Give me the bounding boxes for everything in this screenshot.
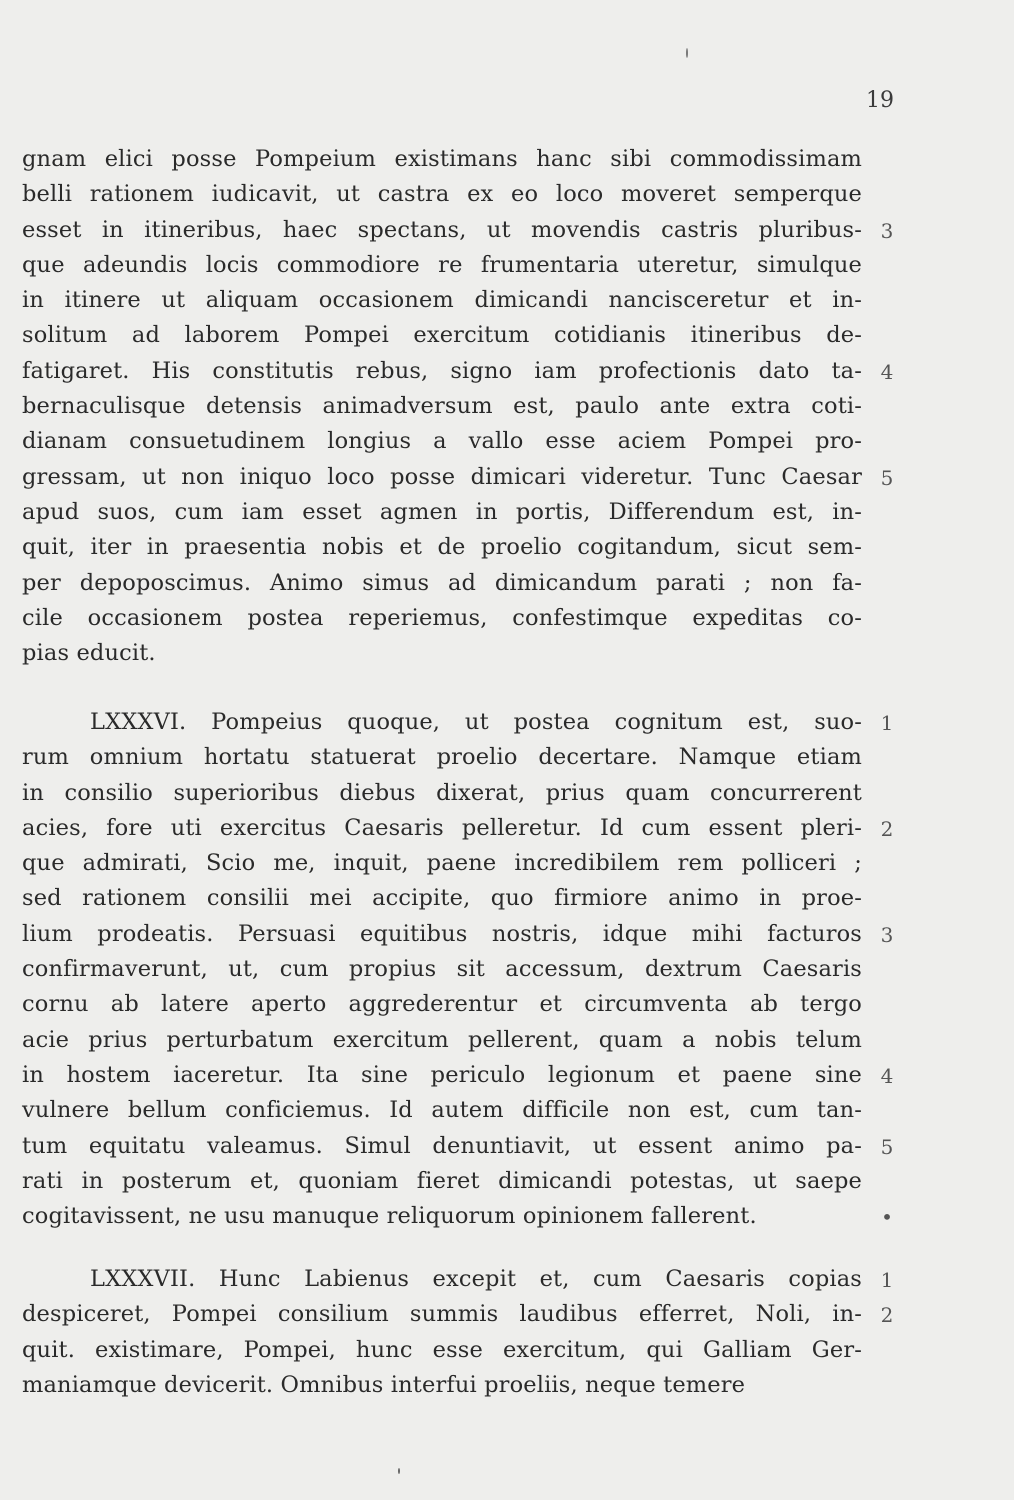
- text-line: in itinere ut aliquam occasionem dimicandi nancisceretur et in-: [22, 287, 862, 314]
- text-line: LXXXVII. Hunc Labienus excepit et, cum Caesaris copias: [90, 1266, 862, 1292]
- text-line: apud suos, cum iam esset agmen in portis, Differendum est, in-: [22, 498, 862, 525]
- text-line: cogitavissent, ne usu manuque reliquorum opinionem fallerent.: [22, 1203, 757, 1230]
- paragraph-continuation: [22, 142, 862, 671]
- text-line: tum equitatu valeamus. Simul denuntiavit, ut essent animo pa-: [22, 1132, 862, 1159]
- text-line: rati in posterum et, quoniam fieret dimicandi potestas, ut saepe: [22, 1167, 862, 1194]
- margin-line-number: 4: [880, 1064, 894, 1088]
- text-line: sed rationem consilii mei accipite, quo firmiore animo in proe-: [22, 885, 862, 912]
- margin-line-number: 4: [880, 359, 894, 384]
- margin-line-number: 1: [880, 1268, 894, 1292]
- text-line: cile occasionem postea reperiemus, confestimque expeditas co-: [22, 604, 862, 631]
- text-line: confirmaverunt, ut, cum propius sit accessum, dextrum Caesaris: [22, 956, 862, 983]
- margin-line-number: 3: [880, 218, 894, 243]
- text-line: dianam consuetudinem longius a vallo esse aciem Pompei pro-: [22, 428, 862, 455]
- text-line: quit, iter in praesentia nobis et de proelio cogitandum, sicut sem-: [22, 534, 862, 561]
- margin-line-number: 5: [880, 465, 894, 490]
- text-line: gressam, ut non iniquo loco posse dimicari videretur. Tunc Caesar: [22, 463, 862, 490]
- text-line: bernaculisque detensis animadversum est, paulo ante extra coti-: [22, 393, 862, 420]
- text-line: que admirati, Scio me, inquit, paene incredibilem rem polliceri ;: [22, 850, 862, 877]
- text-line: quit. existimare, Pompei, hunc esse exercitum, qui Galliam Ger-: [22, 1336, 862, 1363]
- text-line: lium prodeatis. Persuasi equitibus nostris, idque mihi facturos: [22, 920, 862, 947]
- text-line: despiceret, Pompei consilium summis laudibus efferret, Noli, in-: [22, 1301, 862, 1328]
- margin-line-number: 2: [880, 816, 894, 841]
- margin-line-number: •: [881, 1205, 893, 1230]
- chapter-lxxxvi: [22, 705, 862, 1234]
- text-line: esset in itineribus, haec spectans, ut movendis castris pluribus-: [22, 216, 862, 243]
- margin-line-number: 3: [880, 922, 894, 947]
- margin-line-number: 2: [880, 1303, 894, 1328]
- text-line: acies, fore uti exercitus Caesaris pelleretur. Id cum essent pleri-: [22, 814, 862, 841]
- paper-speck: [398, 1468, 400, 1474]
- text-line: cornu ab latere aperto aggrederentur et circumventa ab tergo: [22, 991, 862, 1018]
- text-line: LXXXVI. Pompeius quoque, ut postea cognitum est, suo-: [90, 709, 862, 735]
- text-line: que adeundis locis commodiore re frumentaria uteretur, simulque: [22, 251, 862, 278]
- text-line: gnam elici posse Pompeium existimans hanc sibi commodissimam: [22, 146, 862, 172]
- text-line: solitum ad laborem Pompei exercitum cotidianis itineribus de-: [22, 322, 862, 349]
- text-line: in consilio superioribus diebus dixerat, prius quam concurrerent: [22, 779, 862, 806]
- margin-line-number: 5: [880, 1134, 894, 1159]
- text-line: maniamque devicerit. Omnibus interfui proeliis, neque temere: [22, 1371, 746, 1398]
- text-line: acie prius perturbatum exercitum pellerent, quam a nobis telum: [22, 1026, 862, 1053]
- text-line: per depoposcimus. Animo simus ad dimicandum parati ; non fa-: [22, 569, 862, 596]
- text-line: fatigaret. His constitutis rebus, signo iam profectionis dato ta-: [22, 357, 862, 384]
- text-line: belli rationem iudicavit, ut castra ex eo loco moveret semperque: [22, 181, 862, 208]
- text-line: vulnere bellum conficiemus. Id autem difficile non est, cum tan-: [22, 1097, 862, 1124]
- chapter-lxxxvii: [22, 1262, 862, 1403]
- paper-speck: [686, 48, 688, 58]
- page-number: 19: [866, 88, 894, 113]
- text-line: in hostem iaceretur. Ita sine periculo legionum et paene sine: [22, 1061, 862, 1088]
- text-line: pias educit.: [22, 640, 156, 667]
- margin-line-number: 1: [880, 711, 894, 735]
- text-line: rum omnium hortatu statuerat proelio decertare. Namque etiam: [22, 744, 862, 771]
